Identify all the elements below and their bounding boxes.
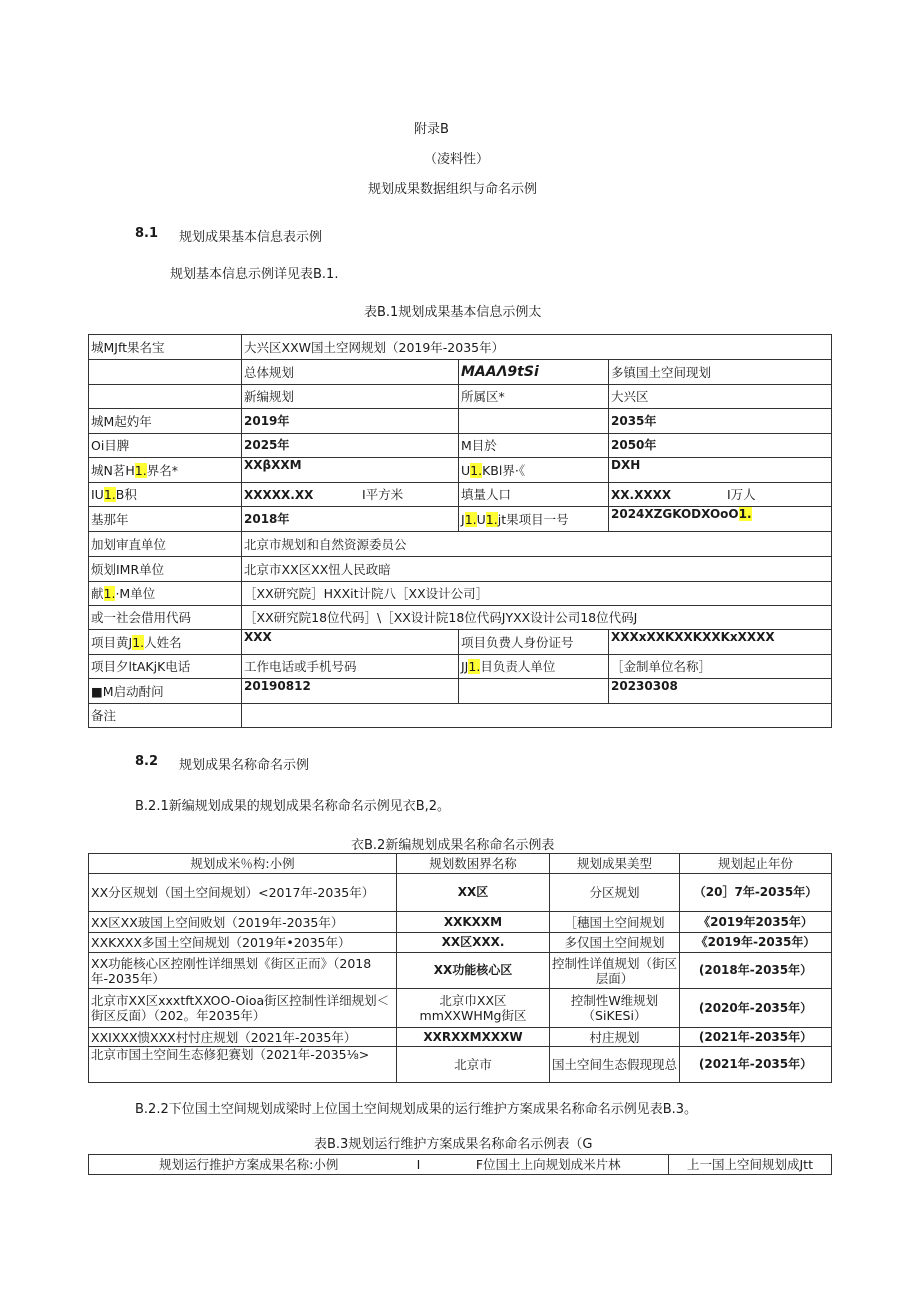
table-cell: 多镇国土空间现划	[609, 360, 832, 385]
table-row	[89, 655, 832, 679]
text: 界名*	[146, 462, 178, 478]
table-cell: XX分区规划（国土空间规划）<2017年-2035年）	[89, 874, 397, 912]
table-cell: 多仅国土空间规划	[550, 933, 680, 953]
text: IU	[91, 487, 104, 502]
text: jt果项目一号	[497, 511, 569, 527]
table-row	[89, 606, 832, 630]
table-cell	[459, 458, 609, 483]
table-cell: ［XX研究院］HXXit计院八［XX设计公司］	[242, 582, 832, 606]
table-cell	[89, 582, 242, 606]
text: U	[461, 462, 471, 478]
column-header: I	[409, 1155, 429, 1175]
text: 2024XZGKODXOoO	[611, 507, 739, 521]
table-row	[89, 458, 832, 483]
table-cell: XXβXXM	[242, 458, 459, 483]
table-cell: (2020年-2035年）	[680, 989, 832, 1028]
column-header: 规划起止年份	[680, 854, 832, 874]
text: XX.XXXX	[611, 487, 672, 502]
table-cell: XXRXXMXXXW	[397, 1028, 550, 1047]
text: B积	[115, 487, 137, 502]
table-row	[89, 679, 832, 704]
table-cell: ［金制单位名称］	[609, 655, 832, 679]
table-row	[89, 557, 832, 582]
table-cell: Oi目脾	[89, 434, 242, 458]
table-cell: XXKXXM	[397, 912, 550, 933]
table-cell: 填量人口	[459, 483, 609, 507]
table-cell	[609, 507, 832, 532]
table-row	[89, 582, 832, 606]
table-cell: 北京市国土空间生态修犯赛划（2021年-2035⅛>	[89, 1047, 397, 1083]
table-b2	[88, 853, 832, 1083]
table-cell: ［穗国土空间规划	[550, 912, 680, 933]
text: I万人	[727, 486, 756, 502]
table-cell: 控制性W维规划（SiKESi）	[550, 989, 680, 1028]
table-row	[89, 630, 832, 655]
highlight: 1.	[103, 487, 116, 502]
table-cell: 2019年	[242, 409, 459, 434]
text: I平方米	[362, 486, 404, 502]
column-header: 规划成果美型	[550, 854, 680, 874]
text: U	[476, 511, 486, 527]
table-row	[89, 1028, 832, 1047]
table-cell	[242, 704, 832, 728]
text: 人姓名	[144, 634, 182, 650]
table-cell: 或一社会借用代码	[89, 606, 242, 630]
table-cell: 烦划IMR单位	[89, 557, 242, 582]
highlight: 1.	[485, 511, 498, 527]
table-cell: 北京市规划和自然资源委员公	[242, 532, 832, 557]
table-cell: XX区XX玻国上空间败划（2019年-2035年）	[89, 912, 397, 933]
section-number: 8.1	[135, 226, 159, 241]
table-cell: 《2019年2035年）	[680, 912, 832, 933]
table-cell: 2035年	[609, 409, 832, 434]
table-cell: 基那年	[89, 507, 242, 532]
table-cell: 2018年	[242, 507, 459, 532]
text: JJ	[461, 659, 469, 674]
section-title: 规划成果基本信息表示例	[179, 230, 323, 245]
column-header: 上一国上空间规划成Jtt	[669, 1155, 832, 1175]
table-row	[89, 335, 832, 360]
table-cell	[89, 385, 242, 409]
table-cell: 北京市	[397, 1047, 550, 1083]
table-row	[89, 1047, 832, 1083]
table-cell	[89, 630, 242, 655]
table-row	[89, 385, 832, 409]
table-row	[89, 704, 832, 728]
table-cell: 20230308	[609, 679, 832, 704]
table-cell: 项目夕ltAKjK电话	[89, 655, 242, 679]
paragraph: B.2.2下位国土空间规划成梁时上位国土空间规划成果的运行维护方案成果名称命名示例见表B.3。	[135, 1102, 698, 1117]
table-cell: XX区XXX.	[397, 933, 550, 953]
table-cell: MAAΛ9tSi	[459, 360, 609, 385]
table-cell: 《2019年-2035年）	[680, 933, 832, 953]
table-cell: 分区规划	[550, 874, 680, 912]
table-cell: ■M启动酎问	[89, 679, 242, 704]
table-cell	[459, 507, 609, 532]
table-row	[89, 874, 832, 912]
table-cell	[459, 409, 609, 434]
text: ·M单位	[115, 586, 156, 601]
table-row	[89, 434, 832, 458]
table-cell: 20190812	[242, 679, 459, 704]
table-cell: 北京市XX区XX忸人民政暗	[242, 557, 832, 582]
highlight: 1.	[103, 586, 116, 601]
appendix-title: 规划成果数据组织与命名示例	[368, 182, 538, 197]
highlight: 1.	[738, 507, 752, 521]
table-cell: 加划审直单位	[89, 532, 242, 557]
text: 目负责人单位	[480, 659, 556, 674]
table-cell: 北京巾XX区mmXXWHMg街区	[397, 989, 550, 1028]
table-cell: XXX	[242, 630, 459, 655]
text: XXXXX.XX	[244, 487, 314, 502]
highlight: 1.	[468, 659, 481, 674]
table-row	[89, 989, 832, 1028]
table-cell: (2021年-2035年）	[680, 1028, 832, 1047]
table-cell: 国土空间生态假现现总	[550, 1047, 680, 1083]
highlight: 1.	[134, 462, 147, 478]
table-row	[89, 953, 832, 989]
table-header-row	[89, 854, 832, 874]
table-cell: M目於	[459, 434, 609, 458]
table-cell: 村庄规划	[550, 1028, 680, 1047]
highlight: 1.	[464, 511, 477, 527]
table-cell: 总体规划	[242, 360, 459, 385]
table-row	[89, 933, 832, 953]
table-cell: 2025年	[242, 434, 459, 458]
table-header-row	[89, 1155, 832, 1175]
table-cell: 新编规划	[242, 385, 459, 409]
text: J	[461, 511, 465, 527]
table-cell: XXXxXXKXXKXXKxXXXX	[609, 630, 832, 655]
table-cell	[89, 360, 242, 385]
table-cell: XXIXXX愦XXX村忖庄规划（2021年-2035年）	[89, 1028, 397, 1047]
table-cell: 2050年	[609, 434, 832, 458]
paragraph: 规划基本信息示例详见表B.1.	[170, 267, 339, 282]
text: 项目黄J	[91, 634, 133, 650]
table-cell: 大兴区XXW国土空网规划（2019年-2035年）	[242, 335, 832, 360]
section-title: 规划成果名称命名示例	[179, 758, 310, 773]
table-row	[89, 409, 832, 434]
table-cell: 备注	[89, 704, 242, 728]
section-number: 8.2	[135, 754, 159, 769]
column-header: 规划数困界名称	[397, 854, 550, 874]
table-cell	[609, 483, 832, 507]
table-cell: DXH	[609, 458, 832, 483]
table-cell: 控制性详值规划（街区层面）	[550, 953, 680, 989]
table-cell: 北京市XX区xxxtftXXOO-Oioa街区控制性详细规划＜街区反面）（202。年2035年）	[89, 989, 397, 1028]
text: KBl界·《	[482, 462, 526, 478]
table-cell: 工作电话或手机号码	[242, 655, 459, 679]
table-cell: 大兴区	[609, 385, 832, 409]
table-row	[89, 532, 832, 557]
table-cell: 项目负费人身份证号	[459, 630, 609, 655]
table-cell	[459, 655, 609, 679]
table-cell: ［XX研究院18位代码］\［XX设计院18位代码JYXX设计公司18位代码J	[242, 606, 832, 630]
table-cell: (2018年-2035年）	[680, 953, 832, 989]
paragraph: B.2.1新编规划成果的规划成果名称命名示例见衣B,2。	[135, 799, 451, 814]
text: 城N茗H	[91, 462, 135, 478]
table-cell	[89, 458, 242, 483]
table-cell: XX功能核心区控刚性详细黑划《街区正而》（2018年-2035年）	[89, 953, 397, 989]
highlight: 1.	[470, 462, 483, 478]
table-caption: 表B.3规划运行维护方案成果名称命名示例表（G	[314, 1137, 593, 1152]
highlight: 1.	[132, 634, 145, 650]
table-cell: 城M起妁年	[89, 409, 242, 434]
table-row	[89, 912, 832, 933]
table-caption: 衣B.2新编规划成果名称命名示例表	[351, 838, 555, 853]
table-cell: （20］7年-2035年）	[680, 874, 832, 912]
table-b1	[88, 334, 832, 728]
table-b3	[88, 1154, 832, 1175]
table-cell: XX区	[397, 874, 550, 912]
table-cell: 城MJft果名宝	[89, 335, 242, 360]
table-cell	[242, 483, 459, 507]
table-cell: XXKXXX多国土空间规划（2019年•2035年）	[89, 933, 397, 953]
column-header: 规划运行推护方案成果名称:小例	[89, 1155, 409, 1175]
table-row	[89, 360, 832, 385]
column-header: 规划成米％构:小例	[89, 854, 397, 874]
table-cell	[89, 483, 242, 507]
column-header: F位国土上向规划成米片林	[429, 1155, 669, 1175]
table-cell: (2021年-2035年）	[680, 1047, 832, 1083]
table-cell: XX功能核心区	[397, 953, 550, 989]
text: 献	[91, 586, 104, 601]
table-caption: 表B.1规划成果基本信息示例太	[364, 305, 542, 320]
table-row	[89, 507, 832, 532]
appendix-label: 附录B	[414, 122, 449, 137]
table-cell	[459, 679, 609, 704]
table-cell: 所属区*	[459, 385, 609, 409]
appendix-nature: （凌料性）	[424, 152, 490, 167]
table-row	[89, 483, 832, 507]
